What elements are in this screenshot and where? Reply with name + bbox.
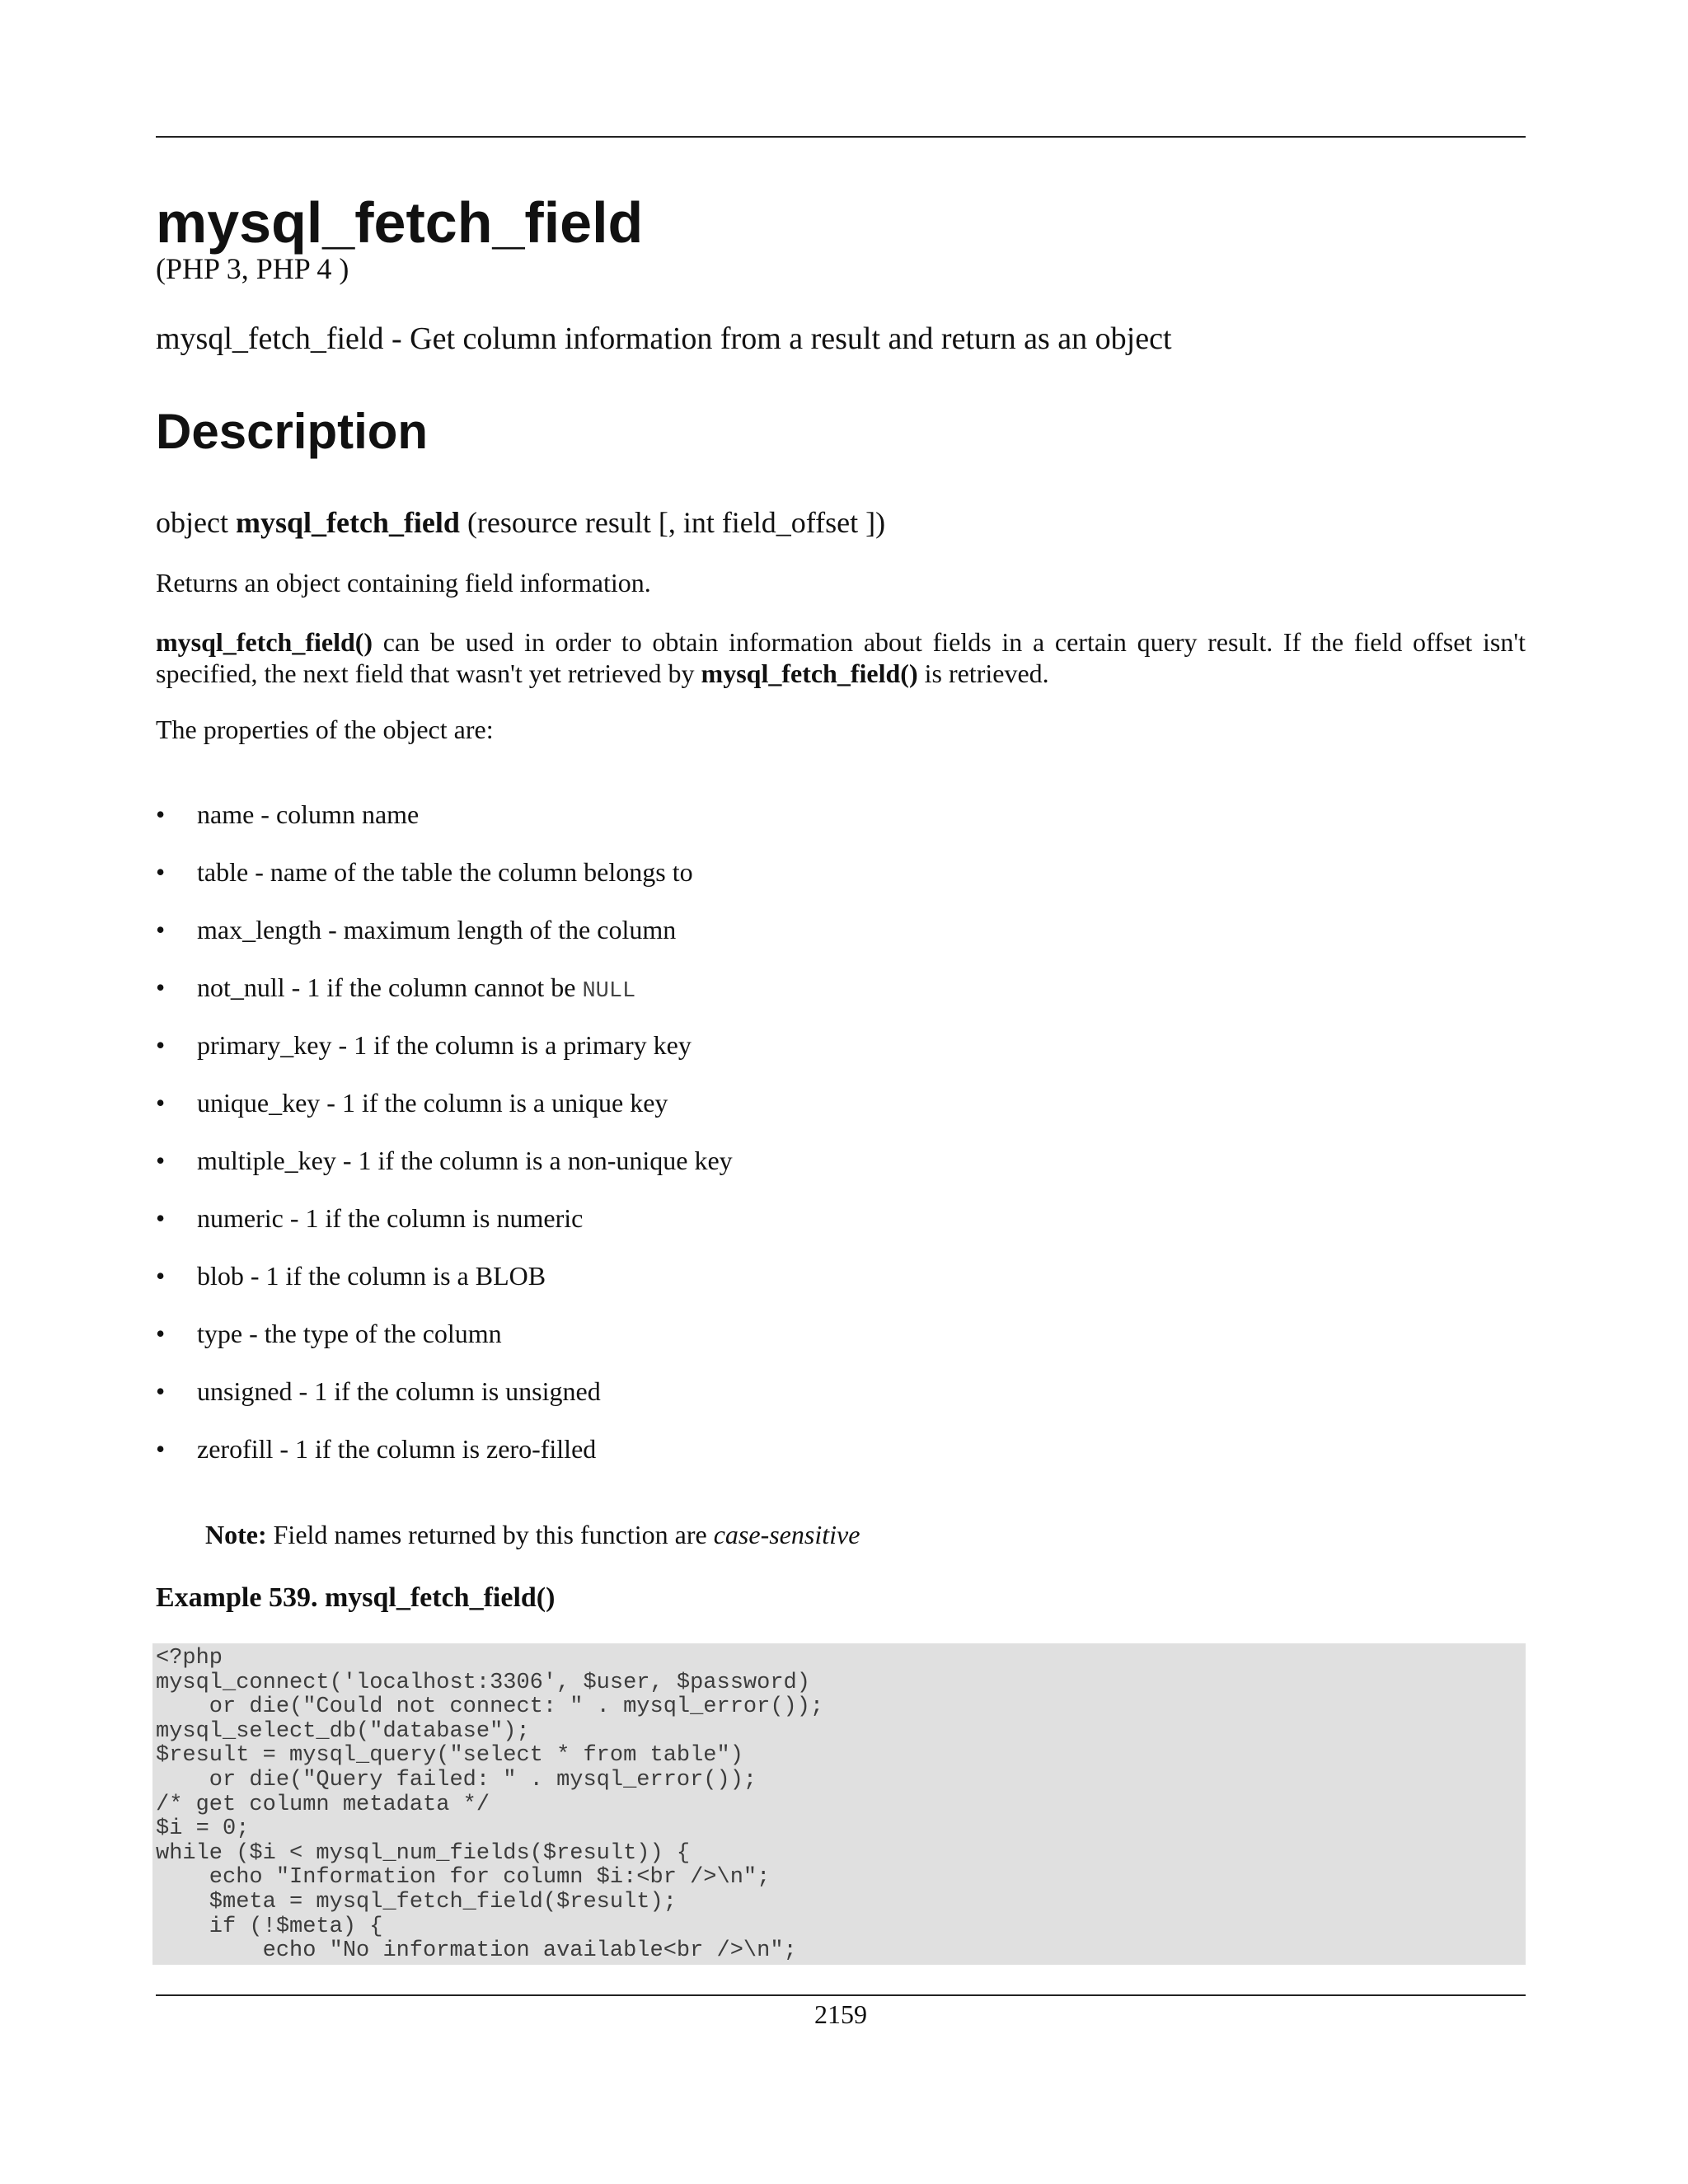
list-item [156, 798, 1526, 855]
list-item [156, 1432, 1526, 1490]
description-heading: Description [156, 404, 429, 459]
note-label: Note: [205, 1520, 267, 1549]
property-text: not_null - 1 if the column cannot be [197, 972, 583, 1002]
note-emphasis: case-sensitive [713, 1520, 860, 1549]
example-title: Example 539. mysql_fetch_field() [156, 1582, 556, 1613]
bullet-icon: • [156, 1146, 166, 1175]
usage-function-ref: mysql_fetch_field() [156, 627, 373, 657]
property-text: primary_key - 1 if the column is a primary key [197, 1030, 692, 1060]
property-text: blob - 1 if the column is a BLOB [197, 1261, 546, 1291]
bullet-icon: • [156, 915, 166, 944]
code-text: <?php mysql_connect('localhost:3306', $user, $password) or die("Could not connect: " . mysql_error()); mysql_select_db("database"); $result = mysql_query("select * from table") or die("Query failed: " . mysql_error()); /* get column metadata */ $i = 0; while ($i < mysql_num_fields($result)) { echo "Information for column $i:<br />\n"; $meta = mysql_fetch_field($result); if (!$meta) { echo "No information available<br />\n"; [156, 1646, 824, 1964]
property-text: table - name of the table the column belongs to [197, 857, 693, 887]
bullet-icon: • [156, 1203, 166, 1233]
bullet-icon: • [156, 1088, 166, 1118]
property-text: unique_key - 1 if the column is a unique key [197, 1088, 668, 1118]
usage-function-ref: mysql_fetch_field() [701, 658, 918, 688]
list-item [156, 971, 1526, 1029]
null-literal: NULL [582, 979, 636, 1004]
page-number: 2159 [814, 1999, 867, 2029]
usage-text: is retrieved. [917, 658, 1049, 688]
bullet-icon: • [156, 799, 166, 829]
property-text: max_length - maximum length of the column [197, 915, 677, 944]
property-text: unsigned - 1 if the column is unsigned [197, 1376, 601, 1406]
list-item [156, 913, 1526, 971]
property-text: zerofill - 1 if the column is zero-filled [197, 1434, 597, 1464]
php-versions: (PHP 3, PHP 4 ) [156, 252, 349, 285]
list-item [156, 1259, 1526, 1317]
function-synopsis [156, 504, 885, 541]
property-text: multiple_key - 1 if the column is a non-unique key [197, 1146, 733, 1175]
properties-list [156, 798, 1526, 1490]
list-item [156, 1086, 1526, 1144]
bullet-icon: • [156, 857, 166, 887]
top-divider [156, 136, 1526, 138]
list-item [156, 1029, 1526, 1086]
code-example [152, 1643, 1526, 1965]
manual-page [156, 0, 1526, 2184]
list-item [156, 1317, 1526, 1375]
list-item [156, 1202, 1526, 1259]
bullet-icon: • [156, 1376, 166, 1406]
usage-paragraph [156, 626, 1526, 689]
note [205, 1518, 860, 1551]
bullet-icon: • [156, 1030, 166, 1060]
bottom-divider [156, 1994, 1526, 1996]
page-title: mysql_fetch_field [156, 190, 644, 255]
properties-intro: The properties of the object are: [156, 715, 494, 744]
usage-text: can be used in order to obtain information about fields in a certain query result. If the field offset isn't specified, the next field that wasn't yet retrieved by [156, 627, 1526, 688]
property-text: name - column name [197, 799, 420, 829]
list-item [156, 855, 1526, 913]
bullet-icon: • [156, 1319, 166, 1348]
list-item [156, 1375, 1526, 1432]
synopsis-function-name: mysql_fetch_field [235, 506, 460, 539]
list-item [156, 1144, 1526, 1202]
synopsis-params: (resource result [, int field_offset ]) [467, 506, 886, 539]
property-text: numeric - 1 if the column is numeric [197, 1203, 584, 1233]
bullet-icon: • [156, 1261, 166, 1291]
bullet-icon: • [156, 1434, 166, 1464]
property-text: type - the type of the column [197, 1319, 502, 1348]
function-purpose: mysql_fetch_field - Get column information from a result and return as an object [156, 321, 1172, 356]
returns-paragraph: Returns an object containing field information. [156, 568, 651, 598]
synopsis-return-type: object [156, 506, 228, 539]
bullet-icon: • [156, 972, 166, 1002]
note-text: Field names returned by this function are [266, 1520, 714, 1549]
